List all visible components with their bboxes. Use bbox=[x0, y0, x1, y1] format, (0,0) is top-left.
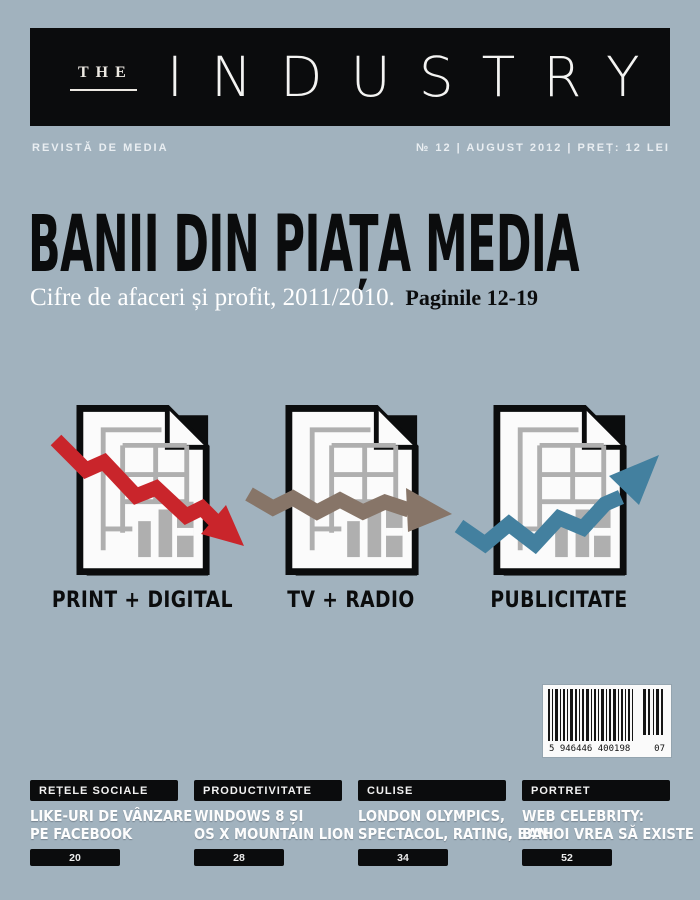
teaser-line2: OS X MOUNTAIN LION bbox=[194, 824, 355, 843]
teaser-tag: REȚELE SOCIALE bbox=[30, 780, 178, 801]
teaser-tag: PRODUCTIVITATE bbox=[194, 780, 342, 801]
teaser-headline bbox=[358, 807, 554, 843]
teaser-page-number: 34 bbox=[358, 849, 448, 866]
teaser-productivitate bbox=[194, 780, 355, 866]
tagline: REVISTĂ DE MEDIA bbox=[32, 142, 169, 154]
teaser-headline bbox=[522, 807, 694, 843]
trend-tv-radio bbox=[245, 398, 457, 630]
masthead-title: INDUSTRY bbox=[166, 45, 668, 109]
feature-pages-ref: Paginile 12-19 bbox=[405, 285, 538, 310]
trend-label: TV + RADIO bbox=[287, 588, 415, 613]
teaser-headline bbox=[30, 807, 193, 843]
teaser-line1: LIKE-URI DE VÂNZARE bbox=[30, 807, 193, 825]
feature-subhead bbox=[30, 284, 538, 312]
trend-label: PUBLICITATE bbox=[490, 588, 628, 613]
teaser-page-number: 28 bbox=[194, 849, 284, 866]
feature-headline: BANII DIN PIAȚA MEDIA bbox=[28, 200, 579, 290]
trends-row bbox=[0, 398, 700, 630]
trend-label: PRINT + DIGITAL bbox=[51, 588, 233, 613]
barcode-digits bbox=[543, 744, 671, 754]
issue-date-price: № 12 | AUGUST 2012 | PREȚ: 12 LEI bbox=[416, 142, 670, 154]
teaser-portret bbox=[522, 780, 694, 866]
teaser-page-number: 52 bbox=[522, 849, 612, 866]
teaser-page-number: 20 bbox=[30, 849, 120, 866]
teaser-line1: LONDON OLYMPICS, bbox=[358, 807, 506, 825]
footer-teasers bbox=[0, 780, 700, 872]
barcode-addon: 07 bbox=[654, 744, 665, 754]
masthead bbox=[30, 28, 670, 126]
teaser-line1: WEB CELEBRITY: bbox=[522, 807, 644, 825]
teaser-line1: WINDOWS 8 ȘI bbox=[194, 807, 304, 825]
teaser-retele-sociale bbox=[30, 780, 193, 866]
teaser-line2: BAHOI VREA SĂ EXISTE bbox=[522, 824, 694, 843]
trend-publicitate bbox=[453, 398, 665, 630]
teaser-tag: PORTRET bbox=[522, 780, 670, 801]
barcode bbox=[543, 685, 671, 757]
masthead-the bbox=[70, 64, 137, 91]
teaser-headline bbox=[194, 807, 355, 843]
masthead-the-label: THE bbox=[78, 63, 133, 81]
barcode-bars-icon bbox=[548, 689, 666, 741]
trend-print-digital bbox=[36, 398, 248, 630]
barcode-number: 5 946446 400198 bbox=[549, 744, 631, 754]
feature-subhead-text: Cifre de afaceri și profit, 2011/2010. bbox=[30, 284, 395, 311]
teaser-culise bbox=[358, 780, 554, 866]
teaser-tag: CULISE bbox=[358, 780, 506, 801]
teaser-line2: SPECTACOL, RATING, BANI bbox=[358, 824, 554, 843]
teaser-line2: PE FACEBOOK bbox=[30, 824, 133, 843]
issue-line bbox=[32, 142, 670, 154]
